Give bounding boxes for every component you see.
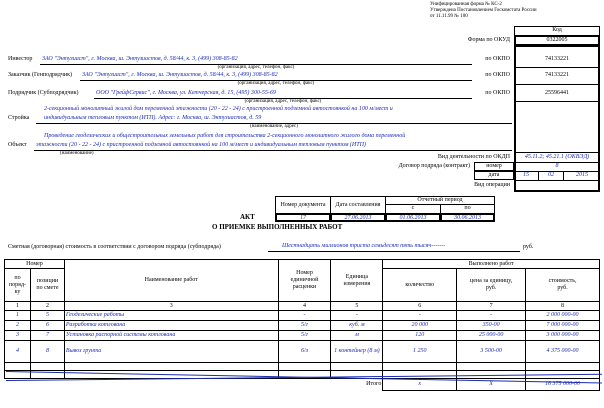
nomer-value: 8 — [555, 163, 559, 169]
investor-label: Инвестор — [8, 56, 33, 62]
form-note — [430, 2, 600, 20]
stroika-line2: индивидуальным тепловым пунктом (ИТП). Адрес: г. Москва, ш. Энтузиастов, д. 59 — [44, 115, 262, 121]
codes-title: Код — [514, 26, 600, 36]
customer-caption: (организация, адрес, телефон, факс) — [237, 81, 315, 86]
estimate-value: Шестнадцать миллионов триста семьдесят пять тысяч------- — [282, 243, 446, 249]
contractor-okpo-label: по ОКПО — [485, 90, 510, 96]
estimate-currency: руб. — [523, 244, 534, 250]
table-row: 1 5 Геодезические работы - - - - 2 000 000-00 — [5, 311, 600, 321]
col-numbers-row: 1 2 3 4 5 6 7 8 — [5, 302, 600, 311]
customer-okpo-label: по ОКПО — [485, 72, 510, 78]
investor-okpo-label: по ОКПО — [485, 56, 510, 62]
h-pp: по поряд- ку — [5, 269, 31, 302]
stroika-label: Стройка — [8, 115, 30, 121]
h-unit-no: Номер единичной расценки — [278, 260, 331, 302]
act-subtitle: О ПРИЕМКЕ ВЫПОЛНЕННЫХ РАБОТ — [212, 223, 343, 231]
period-header: Отчетный период — [385, 196, 495, 205]
estimate-label: Сметная (договорная) стоимость в соответствии с договором подряда (субподряда) — [8, 244, 221, 250]
date-month: 02 — [548, 172, 554, 178]
table-row: 4 8 Вывоз грунта 6/з 1 контейнер (8 м) 1 250 3 500-00 4 375 000-00 — [5, 341, 600, 363]
period-from-header: с — [385, 204, 441, 214]
contractor-label: Подрядчик (Субподрядчик) — [8, 90, 79, 96]
date-day: 15 — [523, 172, 529, 178]
h-name: Наименование работ — [64, 260, 278, 302]
period-to-header: по — [440, 204, 495, 214]
period-to-value: 30.06.2013 — [440, 213, 495, 222]
contractor-caption: (организация, адрес, телефон, факс) — [244, 99, 322, 104]
contract-label: Договор подряда (контракт) — [398, 163, 470, 169]
stroika-line1: 2-секционный монолитный жилой дом переменной этажности (20 - 22 - 24) с пристроенной подземной автостоянкой на 100 м/мест и — [44, 106, 393, 112]
total-value: 16 375 000-00 — [526, 379, 600, 391]
object-line1: Проведение геодезических и общестроительных земельных работ для строительства 2-секционного монолитного жилого дома переменной — [44, 133, 406, 139]
total-x2: Х — [457, 379, 526, 391]
okdp-label: Вид деятельности по ОКДП — [437, 154, 510, 160]
doc-date-value: 27.06.2013 — [330, 213, 386, 222]
period-from-value: 01.06.2013 — [385, 213, 441, 222]
okud-value: 0322005 — [514, 35, 600, 46]
nomer-label: номер — [474, 162, 514, 171]
h-price: цена за единицу, руб. — [457, 269, 526, 302]
stroika-caption: (наименование, адрес) — [250, 124, 298, 129]
form-note-line2: Утверждена Постановлением Госкомстата России — [430, 8, 537, 13]
contractor-value: ООО "ГрейфСервис", г. Москва, ул. Кетчерская, д. 15, (495) 300-55-69 — [96, 90, 276, 96]
table-row: 2 6 Разработка котлована 5/г куб. м 20 000 350-00 7 000 000-00 — [5, 321, 600, 331]
doc-num-value: 17 — [275, 213, 331, 222]
doc-num-header: Номер документа — [275, 196, 331, 214]
op-label: Вид операции — [474, 182, 510, 188]
object-line2: этажности (20 - 22 - 24) с пристроенной подземной автостоянкой на 100 м/мест и индивидуальным тепловым пунктом (ИТП) — [36, 142, 366, 148]
data-label: дата — [474, 171, 514, 180]
act-label: АКТ — [240, 213, 255, 221]
okud-label: Форма по ОКУД — [467, 37, 510, 43]
h-done: Выполнено работ — [383, 260, 600, 269]
customer-okpo: 74133221 — [545, 72, 569, 78]
customer-value: ЗАО "Энтузиаст", г. Москва, ш. Энтузиастов, д. 58/44, к. 3, (499) 308-85-82 — [82, 72, 278, 78]
investor-okpo: 74133221 — [545, 56, 569, 62]
works-table — [4, 259, 600, 391]
h-pos: позиции по смете — [30, 269, 64, 302]
contractor-okpo: 25596441 — [545, 90, 569, 96]
total-label: Итого — [366, 381, 382, 388]
object-label: Объект — [8, 142, 27, 148]
investor-value: ЗАО "Энтузиаст", г. Москва, ш. Энтузиастов, д. 58/44, к. 3, (499) 308-85-82 — [42, 56, 238, 62]
h-number: Номер — [5, 260, 65, 269]
okdp-value: 45.11.2; 45.21.1 (ОКВЭД) — [524, 154, 590, 160]
investor-caption: (организация, адрес, телефон, факс) — [217, 65, 295, 70]
customer-label: Заказчик (Генподрядчик) — [8, 72, 72, 78]
doc-date-header: Дата составления — [330, 196, 386, 214]
h-measure: Единица измерения — [331, 260, 383, 302]
h-cost: стоимость, руб. — [526, 269, 600, 302]
total-x1: х — [383, 379, 457, 391]
object-caption: (наименование) — [60, 151, 94, 156]
table-row: 3 7 Установка распорной системы котлована 5/г м 120 25 000-00 3 000 000-00 — [5, 331, 600, 341]
date-year: 2015 — [576, 172, 588, 178]
form-note-line1: Унифицированная форма № КС-2 — [430, 2, 502, 7]
h-qty: количество — [383, 269, 457, 302]
form-note-line3: от 11.11.99 № 100 — [430, 14, 468, 19]
